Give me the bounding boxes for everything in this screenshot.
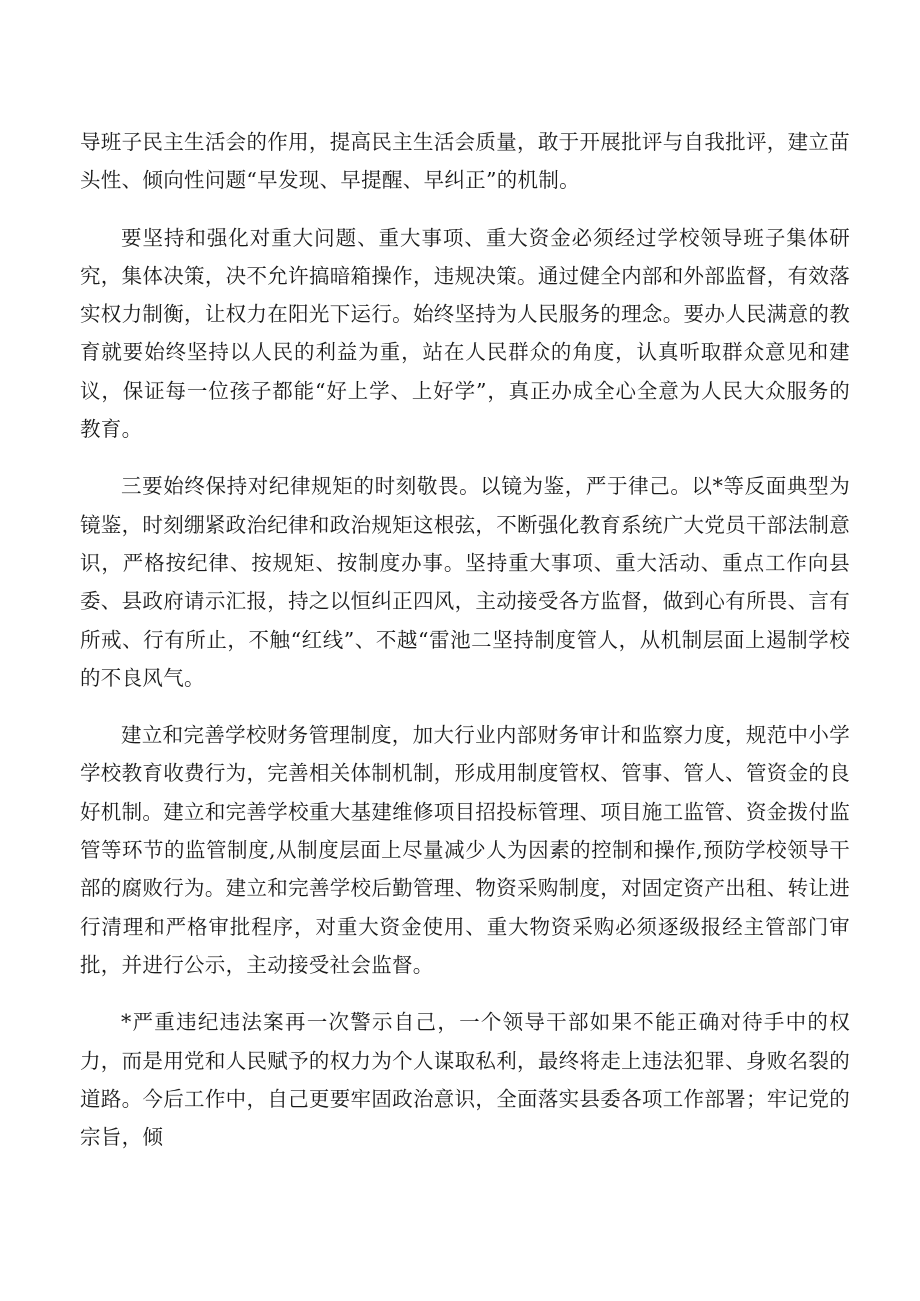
paragraph-4: 建立和完善学校财务管理制度，加大行业内部财务审计和监察力度，规范中小学学校教育收费行为，完善相关体制机制，形成用制度管权、管事、管人、管资金的良好机制。建立和完善学校重大基建维修项目招投标管理、项目施工监管、资金拨付监管等环节的监管制度,从制度层面上尽量减少人为因素的控制和操作,预防学校领导干部的腐败行为。建立和完善学校后勤管理、物资采购制度，对固定资产出租、转让进行清理和严格审批程序，对重大资金使用、重大物资采购必须逐级报经主管部门审批，并进行公示，主动接受社会监督。 — [80, 723, 850, 977]
paragraph-3: 三要始终保持对纪律规矩的时刻敬畏。以镜为鉴，严于律己。以*等反面典型为镜鉴，时刻绷紧政治纪律和政治规矩这根弦，不断强化教育系统广大党员干部法制意识，严格按纪律、按规矩、按制度办事。坚持重大事项、重大活动、重点工作向县委、县政府请示汇报，持之以恒纠正四风，主动接受各方监督，做到心有所畏、言有所戒、行有所止，不触“红线”、不越“雷池二坚持制度管人，从机制层面上遏制学校的不良风气。 — [80, 474, 850, 690]
paragraph-2: 要坚持和强化对重大问题、重大事项、重大资金必须经过学校领导班子集体研究，集体决策，决不允许搞暗箱操作，违规决策。通过健全内部和外部监督，有效落实权力制衡，让权力在阳光下运行。始终坚持为人民服务的理念。要办人民满意的教育就要始终坚持以人民的利益为重，站在人民群众的角度，认真听取群众意见和建议，保证每一位孩子都能“好上学、上好学”，真正办成全心全意为人民大众服务的教育。 — [80, 225, 850, 442]
paragraph-5: *严重违纪违法案再一次警示自己，一个领导干部如果不能正确对待手中的权力，而是用党和人民赋予的权力为个人谋取私利，最终将走上违法犯罪、身败名裂的道路。今后工作中，自己更要牢固政治意识，全面落实县委各项工作部署；牢记党的宗旨，倾 — [80, 1010, 850, 1150]
document-body — [80, 123, 850, 1175]
paragraph-1: 导班子民主生活会的作用，提高民主生活会质量，敢于开展批评与自我批评，建立苗头性、倾向性问题“早发现、早提醒、早纠正”的机制。 — [80, 130, 850, 193]
